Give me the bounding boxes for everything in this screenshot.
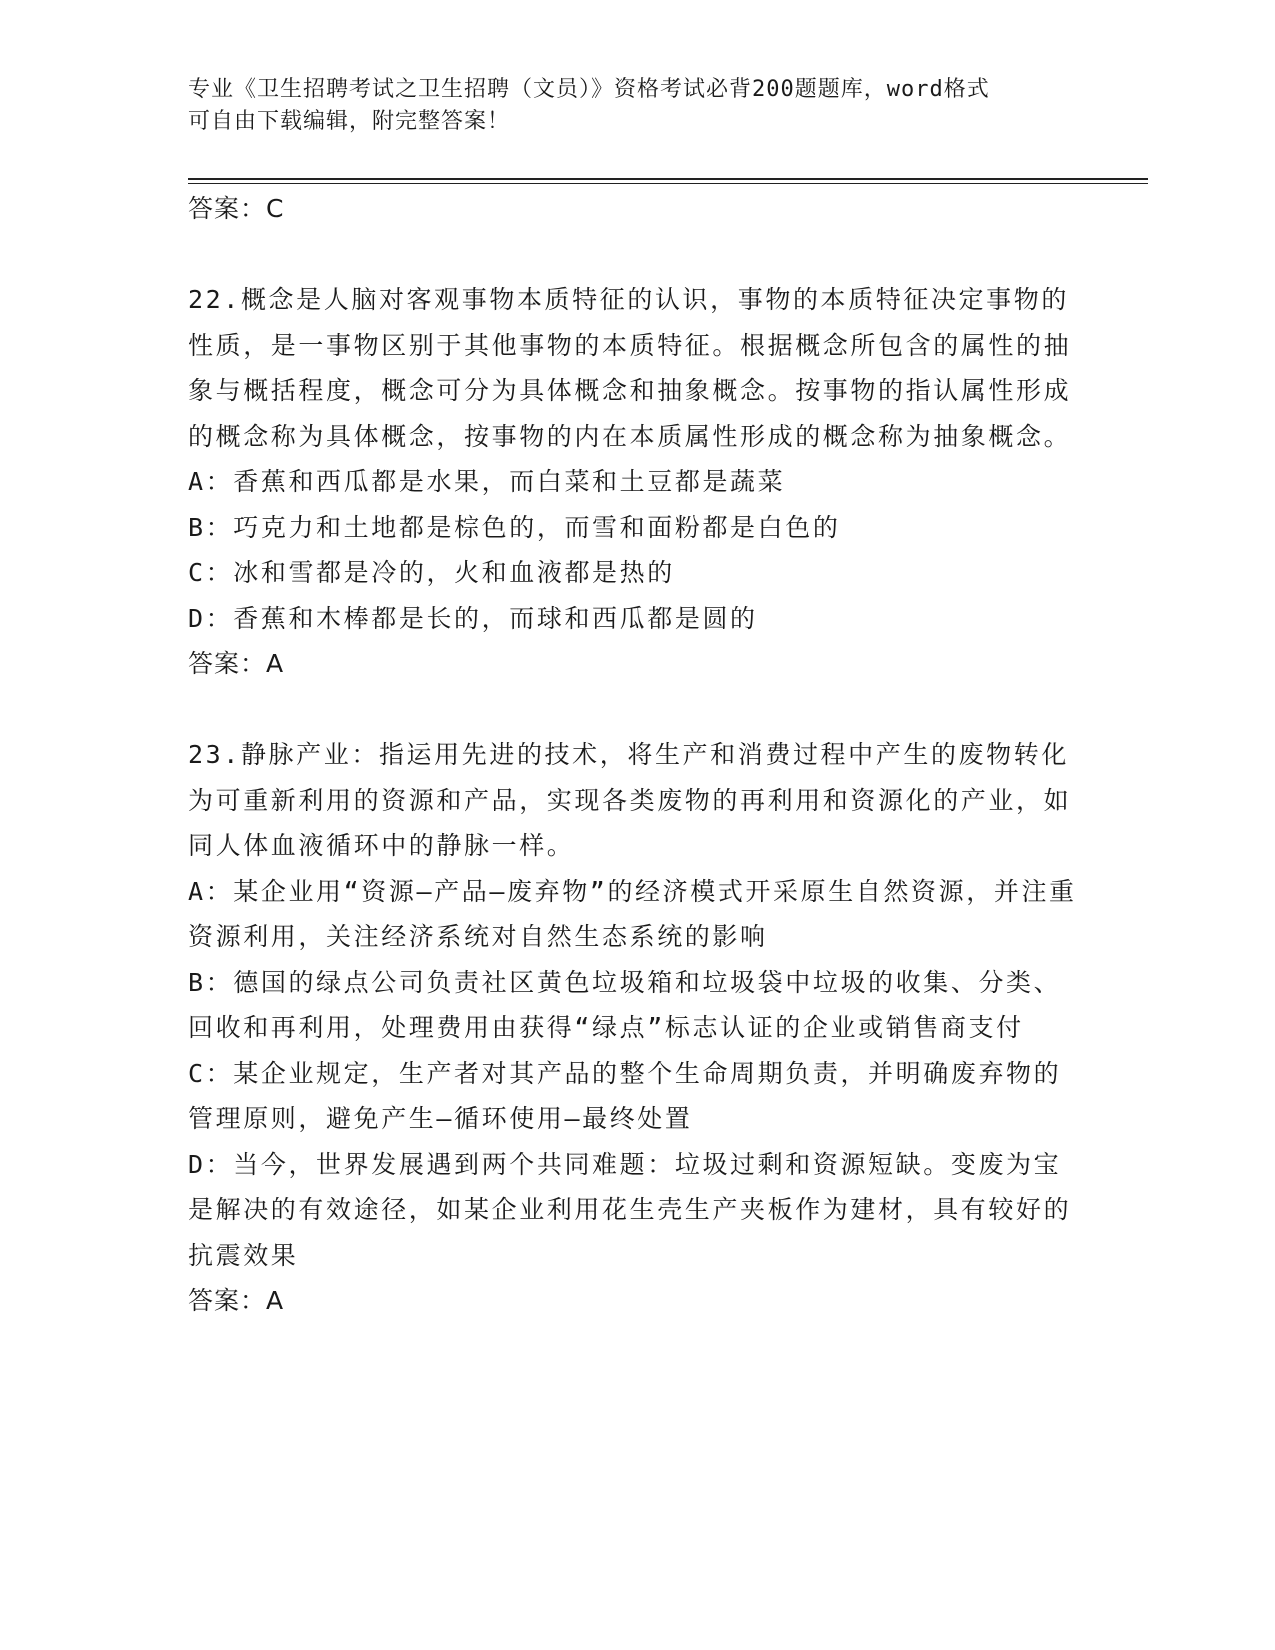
option-a: A：某企业用“资源—产品—废弃物”的经济模式开采原生自然资源，并注重资源利用，关注经济系统对自然生态系统的影响 (188, 876, 1077, 951)
header-line-2: 可自由下载编辑，附完整答案！ (188, 109, 511, 134)
question-22 (188, 277, 1078, 687)
answer-line: 答案：A (188, 649, 285, 678)
option-d: D：当今，世界发展遇到两个共同难题：垃圾过剩和资源短缺。变废为宝是解决的有效途径，如某企业利用花生壳生产夹板作为建材，具有较好的抗震效果 (188, 1149, 1072, 1270)
header-rule-thick (188, 178, 1148, 180)
question-text: 22.概念是人脑对客观事物本质特征的认识，事物的本质特征决定事物的性质，是一事物区别于其他事物的本质特征。根据概念所包含的属性的抽象与概括程度，概念可分为具体概念和抽象概念。按事物的指认属性形成的概念称为具体概念，按事物的内在本质属性形成的概念称为抽象概念。 (188, 285, 1072, 451)
option-b: B：德国的绿点公司负责社区黄色垃圾箱和垃圾袋中垃圾的收集、分类、回收和再利用，处理费用由获得“绿点”标志认证的企业或销售商支付 (188, 967, 1062, 1042)
option-a: A：香蕉和西瓜都是水果，而白菜和土豆都是蔬菜 (188, 467, 786, 496)
question-23 (188, 732, 1078, 1324)
document-body (188, 186, 1078, 1324)
document-header (188, 74, 1068, 138)
answer-line: 答案：A (188, 1286, 285, 1315)
header-line-1: 专业《卫生招聘考试之卫生招聘（文员）》资格考试必背200题题库，word格式 (188, 77, 990, 102)
option-d: D：香蕉和木棒都是长的，而球和西瓜都是圆的 (188, 603, 758, 633)
question-text: 23.静脉产业：指运用先进的技术，将生产和消费过程中产生的废物转化为可重新利用的资源和产品，实现各类废物的再利用和资源化的产业，如同人体血液循环中的静脉一样。 (188, 740, 1072, 860)
option-c: C：冰和雪都是冷的，火和血液都是热的 (188, 558, 675, 587)
header-rule-thin (188, 183, 1148, 184)
option-c: C：某企业规定，生产者对其产品的整个生命周期负责，并明确废弃物的管理原则，避免产生—循环使用—最终处置 (188, 1058, 1062, 1133)
answer-line: 答案：C (188, 194, 285, 223)
option-b: B：巧克力和土地都是棕色的，而雪和面粉都是白色的 (188, 512, 841, 542)
